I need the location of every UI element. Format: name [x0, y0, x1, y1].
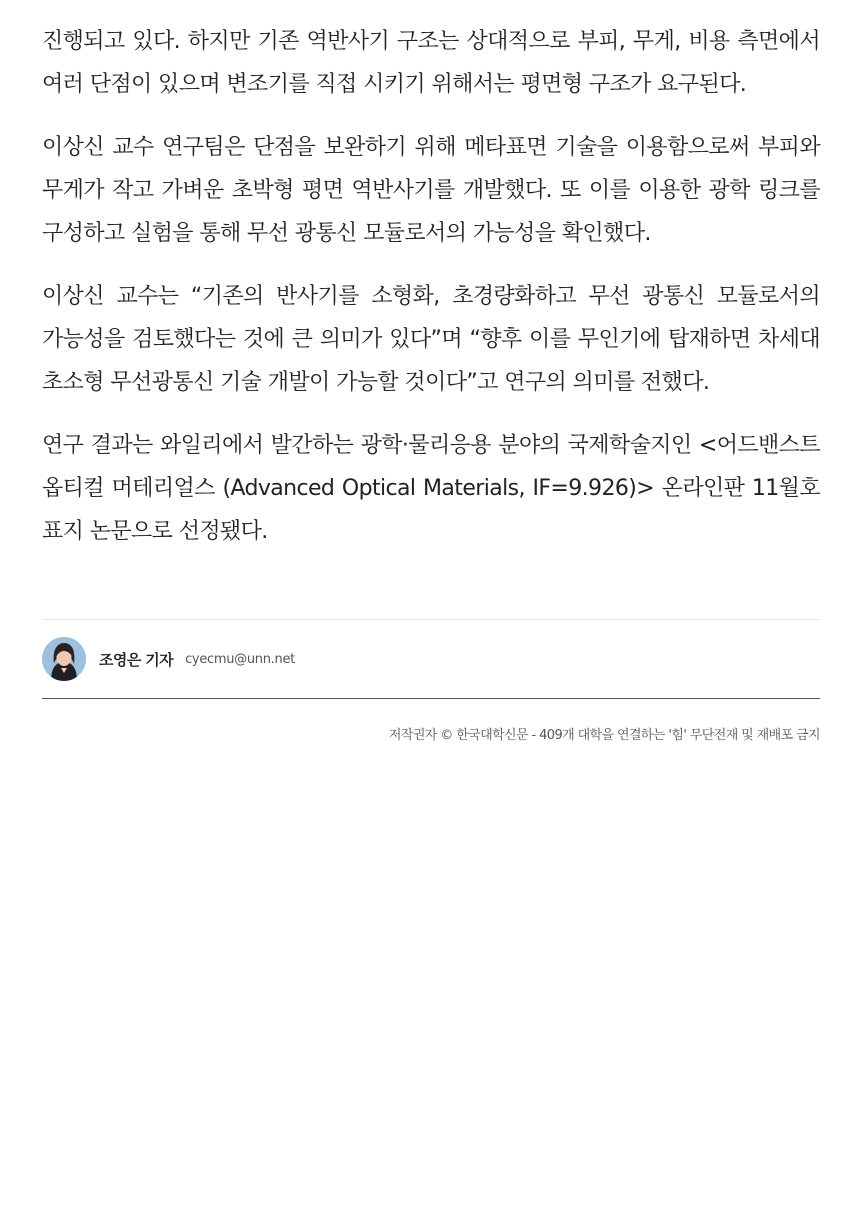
avatar[interactable] — [42, 637, 86, 681]
copyright-notice: 저작권자 © 한국대학신문 - 409개 대학을 연결하는 '힘' 무단전재 및 재배포 금지 — [388, 728, 820, 743]
article-paragraph: 연구 결과는 와일리에서 발간하는 광학·물리응용 분야의 국제학술지인 <어드밴스트 옵티컬 머테리얼스 (Advanced Optical Materials, IF=9.926)> 온라인판 11월호 표지 논문으로 선정됐다. — [42, 433, 820, 544]
reporter-photo-icon — [42, 637, 86, 681]
author-email[interactable]: cyecmu@unn.net — [185, 651, 295, 667]
author-name[interactable]: 조영은 기자 — [99, 650, 174, 669]
article-paragraph: 이상신 교수는 “기존의 반사기를 소형화, 초경량화하고 무선 광통신 모듈로서의 가능성을 검토했다는 것에 큰 의미가 있다”며 “향후 이를 무인기에 탑재하면 차세대 초소형 무선광통신 기술 개발이 가능할 것이다”고 연구의 의미를 전했다. — [42, 284, 820, 395]
article-paragraph: 이상신 교수 연구팀은 단점을 보완하기 위해 메타표면 기술을 이용함으로써 부피와 무게가 작고 가벼운 초박형 평면 역반사기를 개발했다. 또 이를 이용한 광학 링크를 구성하고 실험을 통해 무선 광통신 모듈로서의 가능성을 확인했다. — [42, 135, 820, 246]
byline-divider-top — [42, 619, 820, 620]
article-paragraph: 진행되고 있다. 하지만 기존 역반사기 구조는 상대적으로 부피, 무게, 비용 측면에서 여러 단점이 있으며 변조기를 직접 시키기 위해서는 평면형 구조가 요구된다. — [42, 29, 820, 97]
byline — [42, 637, 295, 681]
byline-divider-bottom — [42, 698, 820, 699]
article-body — [42, 20, 820, 573]
